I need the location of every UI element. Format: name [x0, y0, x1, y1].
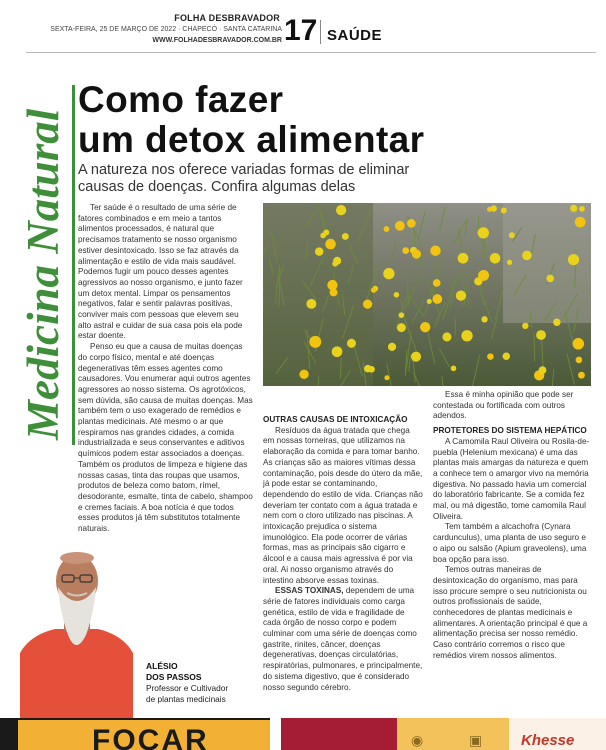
- flower-bloom: [384, 375, 389, 380]
- paragraph: A Camomila Raul Oliveira ou Rosila-de-puebla (Helenium mexicana) é uma das plantas mais amargas da natureza e quem a conhece tem o amargor vivo na memória digestiva. No passado havia um comercial do laboratório fabricante. Se a comida fez mal, ou má digestão, tome camomila Raul Oliveira.: [433, 436, 590, 521]
- flower-bloom: [503, 353, 510, 360]
- paragraph-text: dependem de uma série de fatores individuais como carga genética, estilo de vida e fragilidade de cada órgão de nosso corpo e podem culminar com uma série de doenças como gastrite, rinites, câncer, doenças degenerativas, doenças circulatórias, respiratórias, pulmonares, e principalmente, do sistema digestivo, que é considerado nosso segundo cérebro.: [263, 586, 423, 692]
- header-rule: [26, 52, 596, 53]
- flower-bloom: [546, 275, 554, 283]
- flower-bloom: [371, 287, 376, 292]
- flower-bloom: [490, 205, 496, 211]
- flower-bloom: [490, 253, 501, 264]
- flower-bloom: [407, 219, 416, 228]
- section-name: SAÚDE: [327, 27, 383, 44]
- subhead-other-causes: OUTRAS CAUSAS DE INTOXICAÇÃO: [263, 415, 408, 424]
- header-divider: [320, 20, 321, 44]
- flower-bloom: [478, 227, 489, 238]
- article-column-1: [78, 203, 253, 535]
- subhead-liver-protectors: PROTETORES DO SISTEMA HEPÁTICO: [433, 426, 587, 436]
- flower-bloom: [430, 245, 440, 255]
- flower-bloom: [332, 346, 343, 357]
- page-number: 17: [284, 14, 318, 47]
- paragraph: [263, 586, 423, 693]
- flower-bloom: [451, 366, 457, 372]
- ad-brand: Khesse: [521, 732, 575, 749]
- author-name-line-2: DOS PASSOS: [146, 671, 202, 682]
- author-name-line-1: ALÉSIO: [146, 661, 178, 671]
- flower-bloom: [539, 366, 547, 374]
- flower-bloom: [320, 233, 326, 239]
- flower-bloom: [364, 365, 371, 372]
- flower-bloom: [325, 239, 336, 250]
- flower-photo-image: [263, 203, 591, 386]
- flower-bloom: [509, 232, 515, 238]
- flower-bloom: [411, 352, 421, 362]
- paragraph: Temos outras maneiras de desintoxicação do organismo, mas para isso procure sempre o seu nutricionista ou outros profissionais de saúde, conhecedores de plantas medicinais e alimentares. A orientação principal é que a alimentação precisa ser nosso remédio. Caso contrário corremos o risco que remédios virem nossos alimentos.: [433, 565, 588, 660]
- flower-bloom: [388, 343, 396, 351]
- flower-bloom: [568, 254, 579, 265]
- flower-bloom: [432, 294, 442, 304]
- flower-bloom: [433, 279, 441, 287]
- flower-bloom: [487, 353, 494, 360]
- title-line-1: Como fazer: [78, 79, 284, 120]
- article-column-2: [263, 415, 423, 693]
- author-role-line-2: de plantas medicinais: [146, 693, 226, 704]
- article-column-3: [433, 390, 591, 662]
- column-label: Medicina Natural: [18, 108, 68, 440]
- ad-yellow-panel: [397, 718, 509, 750]
- flower-bloom: [394, 292, 400, 298]
- flower-bloom: [420, 322, 430, 332]
- paragraph: Tem também a alcachofra (Cynara cardunculus), uma planta de uso seguro e o aipo ou salsão (Apium graveolens), uma boa opção para isso.: [433, 522, 587, 564]
- building-icon: ▣: [469, 732, 483, 748]
- flower-bloom: [395, 221, 405, 231]
- ad-headline: FOCAR: [92, 724, 209, 750]
- article-subtitle: A natureza nos oferece variadas formas de eliminar causas de doenças. Confira algumas delas: [78, 162, 410, 195]
- flower-bloom: [342, 233, 349, 240]
- flower-bloom: [576, 357, 583, 364]
- flower-bloom: [507, 260, 512, 265]
- location-pin-icon: ◉: [411, 732, 424, 748]
- website-link[interactable]: WWW.FOLHADESBRAVADOR.COM.BR: [152, 37, 282, 44]
- author-name: [146, 661, 202, 682]
- flower-bloom: [442, 332, 451, 341]
- flower-bloom: [522, 323, 528, 329]
- flower-bloom: [306, 299, 316, 309]
- flower-bloom: [478, 270, 489, 281]
- author-role: [146, 683, 228, 704]
- flower-bloom: [333, 257, 341, 265]
- ad-brand-panel: [509, 718, 606, 750]
- date-line: SEXTA-FEIRA, 25 DE MARÇO DE 2022 · CHAPECÓ · SANTA CATARINA: [50, 26, 282, 33]
- flower-bloom: [309, 336, 321, 348]
- flower-bloom: [412, 249, 421, 258]
- paragraph: Penso eu que a causa de muitas doenças do corpo físico, mental e até doenças degenerativas têm esses agentes como causadores. Vou enumerar aqui outros agentes agressores ao nosso sistema. Os agrotóxicos, sem dúvida, são causa de muitas doenças. Mas também tem o uso exagerado de remédios e plantas medicinais. Até mesmo o ar que respiramos nas grandes cidades, a comida industrializada e seus conservantes e aditivos químicos podem estar associados a doenças. Também os produtos de limpeza e higiene das nossas casas, tinta das roupas que usamos, produtos de beleza como batom, rímel, desodorante, esmalte, tinta de cabelo, shampoo e cremes faciais. A boa notícia é que todos esses produtos já têm substitutos totalmente naturais.: [78, 342, 253, 534]
- flower-bloom: [579, 206, 585, 212]
- flower-bloom: [522, 251, 532, 261]
- flower-bloom: [336, 205, 346, 215]
- flower-bloom: [461, 330, 472, 341]
- flower-bloom: [578, 372, 585, 379]
- advertisement-strip[interactable]: [0, 718, 606, 750]
- paragraph: Essa é minha opinião que pode ser contestada ou fortificada com outros adendos.: [433, 390, 574, 421]
- flower-photo: [263, 203, 591, 386]
- flower-bloom: [536, 330, 546, 340]
- article-title: [78, 80, 424, 160]
- flower-bloom: [347, 339, 356, 348]
- newspaper-name: FOLHA DESBRAVADOR: [174, 13, 280, 23]
- paragraph: Resíduos da água tratada que chega em nossas torneiras, que utilizamos na elaboração da comida e para tomar banho. As crianças são as maiores vítimas dessa contaminação, pois desde do útero da mãe, já pode estar se contaminando, dependendo do estilo de vida. Crianças não deveriam ter contato com a água tratada e nem com o cloro utilizado nas piscinas. A intoxicação prejudica o sistema imunológico. Ela pode ocorrer de várias formas, mas as principais são cigarro e álcool e a causa mais agressiva é por via oral. Ai nosso organismo através do intestino absorve essas toxinas.: [263, 425, 423, 585]
- flower-bloom: [315, 247, 323, 255]
- paragraph: Ter saúde é o resultado de uma série de fatores combinados e em meio a tantos alimentos processados, é natural que precisamos tratamento se nosso organismo estiver desintoxicado. Isso se faz através da alimentação e estilo de vida mais saudável. Podemos fugir um pouco desses agentes agressivos ao nosso organismo, e junto fazer um detox mental. Limpar os pensamentos negativos, falar e sentir palavras positivas, conviver mais com pessoas que elevem seu alto astral e cuidar de sua casa pois ela pode estar doente.: [78, 203, 243, 341]
- flower-bloom: [327, 280, 337, 290]
- flower-bloom: [402, 247, 409, 254]
- flower-bloom: [363, 300, 372, 309]
- author-role-line-1: Professor e Cultivador: [146, 683, 229, 693]
- flower-bloom: [573, 338, 585, 350]
- flower-bloom: [575, 217, 586, 228]
- flower-bloom: [553, 318, 561, 326]
- flower-bloom: [383, 268, 394, 279]
- lead-in: ESSAS TOXINAS,: [275, 586, 344, 596]
- flower-bloom: [481, 316, 487, 322]
- title-line-2: um detox alimentar: [78, 119, 425, 160]
- flower-bloom: [384, 226, 390, 232]
- author-photo: [20, 543, 133, 721]
- flower-bloom: [299, 370, 308, 379]
- flower-bloom: [397, 323, 406, 332]
- flower-bloom: [501, 208, 507, 214]
- flower-bloom: [458, 253, 469, 264]
- flower-bloom: [570, 205, 577, 212]
- author-portrait: [20, 543, 133, 721]
- flower-bloom: [399, 312, 405, 318]
- column-label-rule: [72, 85, 75, 445]
- ad-red-panel: [281, 718, 397, 750]
- flower-bloom: [456, 290, 466, 300]
- flower-bloom: [427, 299, 432, 304]
